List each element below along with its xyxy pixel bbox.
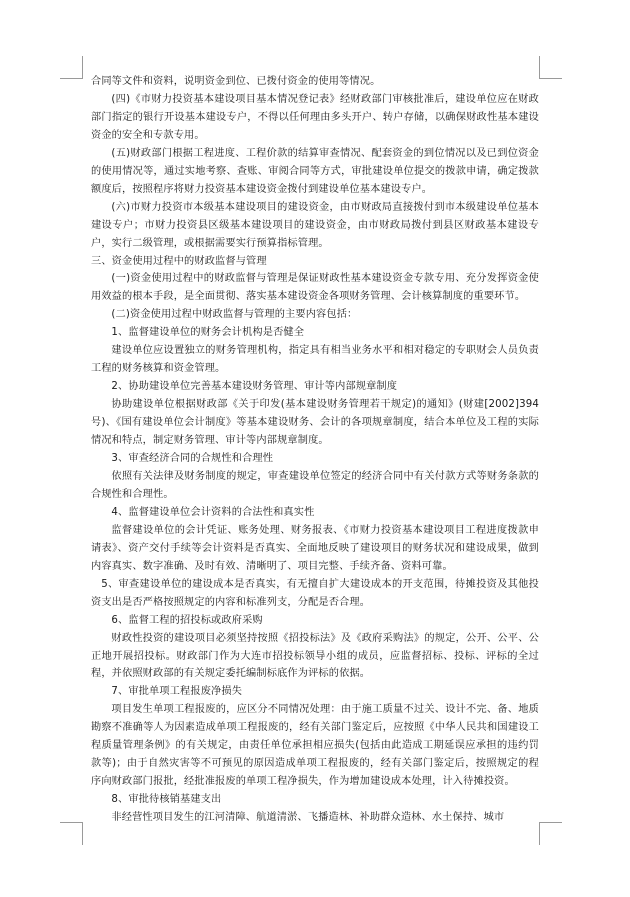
section-heading-3: 三、资金使用过程中的财政监督与管理: [91, 255, 267, 267]
crop-mark-top-left: [60, 56, 83, 79]
paragraph-5-funding-approval: (五)财政部门根据工程进度、工程价款的结算审查情况、配套资金的到位情况以及已到位资金的使用情况等，通过实地考察、查账、审阅合同等方式，审批建设单位提交的拨款申请，确定拨款额度后，按照程序将财力投资基本建设资金拨付到建设单位基本建设专户。: [91, 147, 539, 195]
item-body-6: 财政性投资的建设项目必须坚持按照《招投标法》及《政府采购法》的规定，公开、公平、公正地开展招投标。财政部门作为大连市招投标领导小组的成员，应监督招标、投标、评标的全过程，并依照财政部的有关规定委托编制标底作为评标的依据。: [91, 632, 539, 680]
item-body-3: 依照有关法律及财务制度的规定，审查建设单位签定的经济合同中有关付款方式等财务条款的合规性和合理性。: [91, 470, 539, 500]
item-heading-1: 1、监督建设单位的财务会计机构是否健全: [111, 327, 305, 339]
item-body-2: 协助建设单位根据财政部《关于印发(基本建设财务管理若干规定)的通知》(财建[2002]394号)、《国有建设单位会计制度》等基本建设财务、会计的各项规章制度，结合本单位及工程的实际情况和特点，制定财务管理、审计等内部规章制度。: [91, 399, 539, 447]
item-heading-2: 2、协助建设单位完善基本建设财务管理、审计等内部规章制度: [111, 381, 398, 393]
crop-mark-top-right: [539, 56, 562, 79]
paragraph-4-dedicated-account: (四)《市财力投资基本建设项目基本情况登记表》经财政部门审核批准后，建设单位应在财政部门指定的银行开设基本建设专户，不得以任何理由多头开户、转户存储，以确保财政性基本建设资金的安全和专款专用。: [91, 93, 539, 141]
item-heading-7: 7、审批单项工程报废净损失: [111, 686, 243, 698]
paragraph-6-fund-transfer: (六)市财力投资市本级基本建设项目的建设资金，由市财政局直接拨付到市本级建设单位基本建设专户；市财力投资县区级基本建设项目的建设资金，由市财政局拨付到县区财政基本建设专户，实行二级管理，或根据需要实行预算指标管理。: [91, 201, 539, 249]
item-heading-4: 4、监督建设单位会计资料的合法性和真实性: [111, 506, 315, 518]
item-heading-8: 8、审批待核销基建支出: [111, 794, 222, 806]
paragraph-section3-1: (一)资金使用过程中的财政监督与管理是保证财政性基本建设资金专款专用、充分发挥资金使用效益的根本手段，是全面贯彻、落实基本建设资金各项财务管理、会计核算制度的重要环节。: [91, 273, 539, 303]
item-heading-3: 3、审查经济合同的合规性和合理性: [111, 453, 274, 465]
crop-mark-bottom-left: [60, 822, 83, 845]
item-body-4: 监督建设单位的会计凭证、账务处理、财务报表、《市财力投资基本建设项目工程进度拨款申请表》、资产交付手续等会计资料是否真实、全面地反映了建设项目的财务状况和建设成果，做到内容真实、数字准确、及时有效、清晰明了、项目完整、手续齐备、资料可靠。: [91, 524, 539, 572]
document-body: [91, 73, 539, 827]
item-heading-6: 6、监督工程的招投标或政府采购: [111, 614, 263, 626]
item-body-8: 非经营性项目发生的江河清障、航道清淤、飞播造林、补助群众造林、水土保持、城市: [111, 812, 505, 824]
paragraph-continuation: 合同等文件和资料，说明资金到位、已拨付资金的使用等情况。: [91, 76, 381, 87]
crop-mark-bottom-right: [539, 822, 562, 845]
item-5: 5、审查建设单位的建设成本是否真实，有无擅自扩大建设成本的开支范围，待摊投资及其他投资支出是否严格按照规定的内容和标准列支，分配是否合理。: [91, 578, 539, 608]
item-body-7: 项目发生单项工程报废的，应区分不同情况处理：由于施工质量不过关、设计不完、备、地质勘察不准确等人为因素造成单项工程报废的，经有关部门鉴定后，应按照《中华人民共和国建设工程质量管理条例》的有关规定，由责任单位承担相应损失(包括由此造成工期延误应承担的违约罚款等)；由于自然灾害等不可预见的原因造成单项工程报废的，经有关部门鉴定后，按照规定的程序向财政部门报批，经批准报废的单项工程净损失，作为增加建设成本处理，计入待摊投资。: [91, 704, 539, 788]
paragraph-section3-2: (二)资金使用过程中财政监督与管理的主要内容包括：: [111, 309, 358, 321]
item-body-1: 建设单位应设置独立的财务管理机构，指定具有相当业务水平和相对稳定的专职财会人员负责工程的财务核算和资金管理。: [91, 345, 539, 375]
